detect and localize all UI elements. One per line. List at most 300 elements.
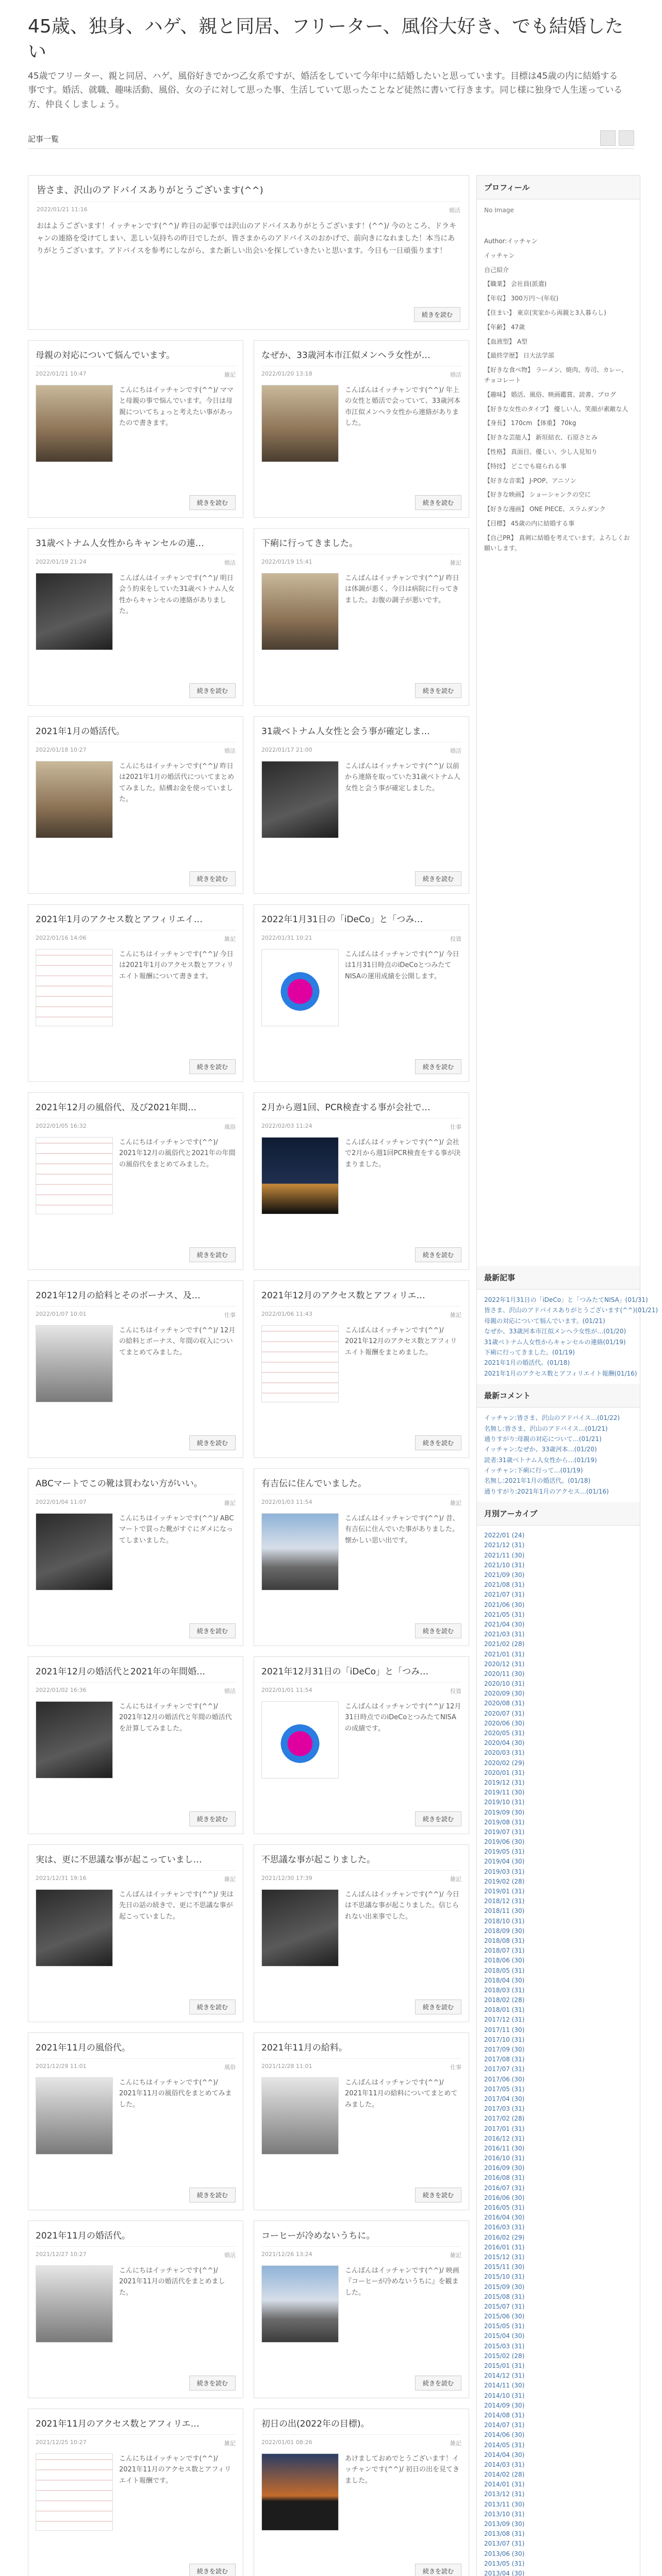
- post-title[interactable]: コーヒーが冷めないうちに。: [261, 2228, 461, 2247]
- post-category[interactable]: 雑記: [224, 1500, 236, 1506]
- archive-month-link[interactable]: 2014/05 (31): [484, 2441, 525, 2449]
- recent-post-link[interactable]: 2021年1月の婚活代。(01/18): [484, 1359, 570, 1367]
- profile-line: 【年齢】 47歳: [484, 323, 525, 331]
- post-meta: [36, 1687, 236, 1695]
- archive-month-link[interactable]: 2015/03 (31): [484, 2342, 525, 2350]
- main-content: [28, 175, 469, 2576]
- archive-month-link[interactable]: 2015/02 (28): [484, 2352, 525, 2360]
- post-card: [254, 716, 469, 894]
- post-thumbnail[interactable]: [261, 2265, 339, 2343]
- archive-month-link[interactable]: 2019/10 (31): [484, 1799, 525, 1806]
- archive-month-link[interactable]: 2013/09 (30): [484, 2520, 525, 2528]
- post-title[interactable]: 下痢に行ってきました。: [261, 536, 461, 554]
- archive-month-link[interactable]: 2020/11 (30): [484, 1670, 525, 1677]
- post-category[interactable]: 投資: [450, 1688, 461, 1694]
- menu-icon[interactable]: [600, 130, 616, 146]
- archive-month-link[interactable]: 2014/09 (30): [484, 2401, 525, 2409]
- post-excerpt: こんばんはイッチャンです(^^)/ 2021年11月の給料についてまとめてみました。: [345, 2079, 458, 2109]
- post-title[interactable]: 有吉伝に住んでいました。: [261, 1476, 461, 1495]
- post-title[interactable]: 2021年11月のアクセス数とアフィリエ…: [36, 2416, 236, 2435]
- archive-month-link[interactable]: 2016/04 (30): [484, 2214, 525, 2222]
- post-title[interactable]: 2021年12月の風俗代、及び2021年間…: [36, 1100, 236, 1118]
- post-thumbnail[interactable]: [36, 1137, 113, 1214]
- post-category[interactable]: 雑記: [224, 1876, 236, 1883]
- post-card: [28, 1844, 243, 2022]
- archive-month-link[interactable]: 2014/04 (30): [484, 2451, 525, 2459]
- read-more-button[interactable]: 続きを読む: [189, 1999, 236, 2014]
- post-category[interactable]: 婚活: [224, 1688, 236, 1694]
- recent-comment-link[interactable]: イッチャン:皆さま、沢山のアドバイス…(01/22): [484, 1414, 620, 1422]
- profile-body: [477, 199, 640, 1266]
- post-thumbnail[interactable]: [36, 949, 113, 1026]
- profile-line: 【血液型】 A型: [484, 337, 528, 345]
- archive-month-link[interactable]: 2014/08 (31): [484, 2411, 525, 2419]
- recent-comment-link[interactable]: イッチャン:なぜか、33歳河本…(01/20): [484, 1446, 597, 1453]
- archive-month-link[interactable]: 2017/05 (31): [484, 2085, 525, 2093]
- archive-month-link[interactable]: 2014/06 (30): [484, 2431, 525, 2439]
- post-title[interactable]: 2月から週1回、PCR検査する事が会社で…: [261, 1100, 461, 1118]
- recent-comment-link[interactable]: 名無し:皆さま、沢山のアドバイス…(01/21): [484, 1425, 608, 1432]
- post-thumbnail[interactable]: [261, 385, 339, 462]
- monthly-archive-heading: 月別アーカイブ: [477, 1502, 640, 1526]
- post-title[interactable]: なぜか、33歳河本市江似メンヘラ女性が…: [261, 348, 461, 366]
- archive-month-link[interactable]: 2015/11 (30): [484, 2263, 525, 2271]
- profile-line: 【目標】 45歳の内に結婚する事: [484, 519, 575, 527]
- archive-month-link[interactable]: 2018/10 (31): [484, 1917, 525, 1925]
- archive-month-link[interactable]: 2019/11 (30): [484, 1789, 525, 1797]
- archive-month-link[interactable]: 2021/08 (31): [484, 1581, 525, 1589]
- post-title[interactable]: 2021年11月の給料。: [261, 2040, 461, 2059]
- recent-post-link[interactable]: 2021年1月のアクセス数とアフィリエイト報酬(01/16): [484, 1369, 637, 1377]
- post-thumbnail[interactable]: [36, 2265, 113, 2343]
- profile-line: 【住まい】 東京(実家から両親と3人暮らし): [484, 309, 606, 316]
- post-thumbnail[interactable]: [36, 385, 113, 462]
- post-excerpt: こんばんはイッチャンです(^^)/ 2021年12月のアクセス数とアフィリエイト報酬をまとめました。: [345, 1327, 457, 1357]
- post-content: [36, 385, 236, 462]
- post-thumbnail[interactable]: [261, 761, 339, 838]
- archive-month-link[interactable]: 2016/08 (31): [484, 2174, 525, 2182]
- post-category[interactable]: 雑記: [450, 1876, 461, 1883]
- archive-month-link[interactable]: 2013/12 (31): [484, 2490, 525, 2498]
- post-thumbnail[interactable]: [261, 2453, 339, 2531]
- archive-month-link[interactable]: 2020/01 (31): [484, 1769, 525, 1776]
- post-card: [28, 1280, 243, 1458]
- archive-month-link[interactable]: 2021/05 (31): [484, 1611, 525, 1618]
- post-meta: [36, 1311, 236, 1319]
- archive-month-link[interactable]: 2013/04 (30): [484, 2569, 525, 2576]
- archive-month-link[interactable]: 2014/07 (31): [484, 2421, 525, 2429]
- archive-month-link[interactable]: 2016/07 (31): [484, 2184, 525, 2192]
- post-card: [254, 1844, 469, 2022]
- archive-month-link[interactable]: 2018/06 (30): [484, 1957, 525, 1964]
- archive-month-link[interactable]: 2017/01 (31): [484, 2125, 525, 2132]
- archive-month-link[interactable]: 2018/03 (31): [484, 1986, 525, 1994]
- read-more-button[interactable]: 続きを読む: [415, 495, 461, 510]
- post-title[interactable]: 2021年1月のアクセス数とアフィリエイ…: [36, 912, 236, 930]
- post-category[interactable]: 風俗: [224, 1124, 236, 1130]
- archive-month-link[interactable]: 2017/09 (30): [484, 2046, 525, 2053]
- archive-month-link[interactable]: 2016/02 (29): [484, 2233, 525, 2241]
- post-title[interactable]: 2021年12月のアクセス数とアフィリエ…: [261, 1288, 461, 1307]
- archive-month-link[interactable]: 2017/12 (31): [484, 2016, 525, 2024]
- archive-month-link[interactable]: 2015/01 (31): [484, 2362, 525, 2369]
- post-meta: [36, 2439, 236, 2447]
- post-title[interactable]: 2022年1月31日の「iDeCo」と「つみ…: [261, 912, 461, 930]
- archive-month-link[interactable]: 2015/09 (30): [484, 2283, 525, 2291]
- post-date: 2021/12/30 17:39: [261, 1875, 312, 1882]
- archive-month-link[interactable]: 2019/03 (31): [484, 1868, 525, 1875]
- post-title[interactable]: 不思議な事が起こりました。: [261, 1852, 461, 1871]
- archive-month-link[interactable]: 2016/03 (31): [484, 2224, 525, 2231]
- post-excerpt: こんばんはイッチャンです(^^)/ 昔、有吉伝に住んでいた事がありました。懐かしい思い出です。: [345, 1515, 459, 1545]
- site-title[interactable]: 45歳、独身、ハゲ、親と同居、フリーター、風俗大好き、でも結婚したい: [28, 16, 623, 62]
- post-content: [36, 2077, 236, 2155]
- archive-month-link[interactable]: 2018/04 (30): [484, 1976, 525, 1984]
- read-more-button[interactable]: 続きを読む: [189, 1435, 236, 1450]
- archive-month-link[interactable]: 2021/03 (31): [484, 1631, 525, 1638]
- post-thumbnail[interactable]: [261, 949, 339, 1026]
- archive-month-link[interactable]: 2019/05 (31): [484, 1848, 525, 1856]
- read-more-button[interactable]: 続きを読む: [189, 2188, 236, 2202]
- archive-month-link[interactable]: 2014/11 (30): [484, 2382, 525, 2389]
- recent-posts-list: [477, 1290, 658, 1384]
- post-thumbnail[interactable]: [36, 2077, 113, 2155]
- post-category[interactable]: 雑記: [450, 2440, 461, 2447]
- post-meta: [261, 2439, 461, 2447]
- recent-comment-link[interactable]: 通りすがり:2021年1月のアクセス…(01/16): [484, 1487, 609, 1495]
- post-title[interactable]: 2021年12月の給料とそのボーナス、及…: [36, 1288, 236, 1307]
- recent-post-link[interactable]: なぜか、33歳河本市江似メンヘラ女性が…(01/20): [484, 1328, 626, 1335]
- read-more-button[interactable]: 続きを読む: [415, 2376, 461, 2391]
- archive-month-link[interactable]: 2021/07 (31): [484, 1591, 525, 1599]
- post-card: [254, 2409, 469, 2576]
- profile-heading: プロフィール: [477, 176, 640, 199]
- post-card: [254, 528, 469, 706]
- featured-post-body: おはようございます！イッチャンです(^^)/ 昨日の記事では沢山のアドバイスありがとうございます！(^^)/ 今のところ、ドラキャンの連絡を受けてしまい、悲しい気持ちの昨日でしたが、皆さまからのアドバイスのおかげで、前向きになれました！本当にありがとうございます。アドバイスを参考にしながら、また新しい出会いを探していきたいと思います。今日も一日頑張ります！: [37, 222, 456, 255]
- archive-month-link[interactable]: 2018/11 (30): [484, 1907, 525, 1915]
- archive-month-link[interactable]: 2021/12 (31): [484, 1541, 525, 1549]
- post-content: [36, 761, 236, 838]
- archive-month-link[interactable]: 2018/07 (31): [484, 1947, 525, 1955]
- read-more-button[interactable]: 続きを読む: [415, 2188, 461, 2202]
- post-meta: [36, 370, 236, 379]
- read-more-button[interactable]: 続きを読む: [415, 1623, 461, 1638]
- read-more-button[interactable]: 続きを読む: [415, 2564, 461, 2576]
- post-meta: [36, 1875, 236, 1883]
- archive-month-link[interactable]: 2014/02 (28): [484, 2471, 525, 2479]
- read-more-button[interactable]: 続きを読む: [189, 495, 236, 510]
- post-excerpt: こんばんはイッチャンです(^^)/ 実は先日の話の続きで、更に不思議な事が起こっていました。: [119, 1891, 234, 1921]
- archive-month-link[interactable]: 2021/10 (31): [484, 1561, 525, 1569]
- archive-month-link[interactable]: 2015/10 (31): [484, 2273, 525, 2281]
- post-excerpt: こんばんはイッチャンです(^^)/ 以前から連絡を取っていた31歳ベトナム人女性と会う事が確定しました。: [345, 762, 460, 792]
- read-more-button[interactable]: 続きを読む: [415, 1811, 461, 1826]
- archive-month-link[interactable]: 2014/01 (31): [484, 2481, 525, 2488]
- archive-month-link[interactable]: 2020/06 (30): [484, 1719, 525, 1727]
- archive-month-link[interactable]: 2018/12 (31): [484, 1897, 525, 1905]
- read-more-button[interactable]: 続きを読む: [189, 871, 236, 886]
- archive-month-link[interactable]: 2018/08 (31): [484, 1937, 525, 1944]
- recent-comment-link[interactable]: 通りすがり:母親の対応について…(01/21): [484, 1435, 602, 1443]
- post-date: 2022/01/18 10:27: [36, 747, 87, 753]
- archive-month-link[interactable]: 2019/01 (31): [484, 1888, 525, 1895]
- featured-post-category[interactable]: 婚活: [449, 207, 460, 214]
- post-thumbnail[interactable]: [36, 1513, 113, 1590]
- archive-month-link[interactable]: 2018/01 (31): [484, 2006, 525, 2014]
- post-excerpt: こんばんはイッチャンです(^^)/ 明日会う約束をしていた31歳ベトナム人女性からキャンセルの連絡がありました。: [119, 574, 235, 616]
- archive-month-link[interactable]: 2015/07 (31): [484, 2302, 525, 2310]
- archive-month-link[interactable]: 2017/08 (31): [484, 2056, 525, 2063]
- post-date: 2021/12/26 13:24: [261, 2251, 312, 2258]
- post-excerpt: こんばんはイッチャンです(^^)/ 12月31日時点でのiDeCoとつみたてNISAの成績です。: [345, 1703, 461, 1733]
- post-meta: [36, 2251, 236, 2259]
- post-thumbnail[interactable]: [261, 1137, 339, 1214]
- featured-post-title[interactable]: 皆さま、沢山のアドバイスありがとうございます(^^): [37, 183, 460, 202]
- post-content: [36, 1325, 236, 1402]
- archive-month-link[interactable]: 2017/11 (30): [484, 2026, 525, 2033]
- post-thumbnail[interactable]: [261, 1889, 339, 1967]
- post-title[interactable]: 31歳ベトナム人女性からキャンセルの連…: [36, 536, 236, 554]
- post-thumbnail[interactable]: [261, 2077, 339, 2155]
- archive-month-link[interactable]: 2016/10 (31): [484, 2155, 525, 2162]
- archive-month-link[interactable]: 2020/02 (29): [484, 1759, 525, 1767]
- archive-month-link[interactable]: 2022/01 (24): [484, 1532, 525, 1539]
- read-more-button[interactable]: 続きを読む: [189, 1623, 236, 1638]
- post-excerpt: あけましておめでとうございます！イッチャンです(^^)/ 初日の出を見てきました。: [345, 2455, 460, 2485]
- archive-month-link[interactable]: 2019/04 (30): [484, 1858, 525, 1866]
- archive-month-link[interactable]: 2013/06 (30): [484, 2550, 525, 2557]
- post-date: 2022/01/31 10:21: [261, 935, 312, 941]
- recent-comment-link[interactable]: 読者:31歳ベトナム人女性から…(01/19): [484, 1456, 597, 1464]
- recent-comments-list: [477, 1408, 640, 1502]
- header-nav: [28, 128, 634, 149]
- archive-month-link[interactable]: 2020/04 (30): [484, 1739, 525, 1747]
- recent-post-link[interactable]: 母親の対応について悩んでいます。(01/21): [484, 1317, 605, 1325]
- archive-month-link[interactable]: 2016/05 (31): [484, 2204, 525, 2211]
- archive-month-link[interactable]: 2020/08 (31): [484, 1700, 525, 1707]
- post-excerpt: こんにちはイッチャンです(^^)/ 2021年12月の風俗代と2021年の年間の風俗代をまとめてみました。: [119, 1139, 236, 1168]
- post-date: 2022/01/03 11:54: [261, 1499, 312, 1505]
- profile-line: 【自己PR】 真剣に結婚を考えています。よろしくお願いします。: [484, 534, 630, 552]
- recent-post-link[interactable]: 2022年1月31日の「iDeCo」と「つみたてNISA」(01/31): [484, 1296, 648, 1303]
- read-more-button[interactable]: 続きを読む: [189, 683, 236, 698]
- archive-month-link[interactable]: 2015/08 (31): [484, 2293, 525, 2300]
- recent-comment-link[interactable]: イッチャン:下痢に行って…(01/19): [484, 1467, 583, 1475]
- post-category[interactable]: 仕事: [450, 1124, 461, 1130]
- archive-month-link[interactable]: 2018/09 (30): [484, 1927, 525, 1935]
- post-category[interactable]: 雑記: [224, 936, 236, 942]
- archive-month-link[interactable]: 2019/07 (31): [484, 1828, 525, 1836]
- profile-line: 【特技】 どこでも寝られる事: [484, 462, 567, 470]
- profile-line: 【好きな食べ物】 ラーメン、焼肉、寿司、カレー、チョコレート: [484, 366, 627, 384]
- archive-month-link[interactable]: 2014/12 (31): [484, 2372, 525, 2380]
- post-date: 2021/12/28 11:01: [261, 2063, 312, 2070]
- read-more-button[interactable]: 続きを読む: [415, 1435, 461, 1450]
- archive-month-link[interactable]: 2017/03 (31): [484, 2105, 525, 2113]
- archive-month-link[interactable]: 2020/09 (30): [484, 1690, 525, 1698]
- post-category[interactable]: 仕事: [450, 2064, 461, 2071]
- post-meta: [36, 1123, 236, 1131]
- post-excerpt: こんにちはイッチャンです(^^)/ ABCマートで買った靴がすぐにダメになってしまいました。: [119, 1515, 234, 1545]
- archive-month-link[interactable]: 2021/09 (30): [484, 1571, 525, 1579]
- post-category[interactable]: 雑記: [450, 1500, 461, 1506]
- archive-month-link[interactable]: 2020/10 (31): [484, 1680, 525, 1688]
- archive-month-link[interactable]: 2017/02 (28): [484, 2115, 525, 2123]
- post-title[interactable]: 2021年11月の風俗代。: [36, 2040, 236, 2059]
- post-title[interactable]: ABCマートでこの靴は買わない方がいい。: [36, 1476, 236, 1495]
- archive-month-link[interactable]: 2016/06 (30): [484, 2194, 525, 2201]
- post-thumbnail[interactable]: [261, 573, 339, 650]
- post-meta: [261, 935, 461, 943]
- archive-month-link[interactable]: 2013/10 (31): [484, 2510, 525, 2518]
- archive-month-link[interactable]: 2017/10 (31): [484, 2036, 525, 2043]
- post-category[interactable]: 雑記: [450, 1312, 461, 1318]
- post-category[interactable]: 雑記: [450, 560, 461, 566]
- archive-month-link[interactable]: 2015/04 (30): [484, 2332, 525, 2340]
- archive-month-link[interactable]: 2019/09 (30): [484, 1808, 525, 1816]
- archive-month-link[interactable]: 2016/11 (30): [484, 2144, 525, 2152]
- post-thumbnail[interactable]: [36, 1325, 113, 1402]
- archive-month-link[interactable]: 2014/03 (31): [484, 2461, 525, 2468]
- post-content: [261, 573, 461, 650]
- archive-month-link[interactable]: 2014/10 (31): [484, 2392, 525, 2399]
- profile-avatar: No Image: [484, 207, 514, 214]
- post-card: [28, 1468, 243, 1646]
- post-category[interactable]: 雑記: [450, 2252, 461, 2259]
- archive-month-link[interactable]: 2017/07 (31): [484, 2065, 525, 2073]
- post-excerpt: こんにちはイッチャンです(^^)/ 2021年12月の婚活代と年間の婚活代を計算してみました。: [119, 1703, 232, 1733]
- post-card: [254, 340, 469, 518]
- read-more-button[interactable]: 続きを読む: [415, 871, 461, 886]
- post-thumbnail[interactable]: [261, 1701, 339, 1778]
- post-date: 2022/02/03 11:24: [261, 1123, 312, 1129]
- archive-month-link[interactable]: 2018/02 (28): [484, 1996, 525, 2004]
- read-more-button[interactable]: 続きを読む: [414, 307, 460, 322]
- post-category[interactable]: 婚活: [224, 2252, 236, 2259]
- post-title[interactable]: 母親の対応について悩んでいます。: [36, 348, 236, 366]
- post-thumbnail[interactable]: [36, 573, 113, 650]
- post-date: 2022/01/04 11:07: [36, 1499, 87, 1505]
- post-title[interactable]: 2021年11月の婚活代。: [36, 2228, 236, 2247]
- read-more-button[interactable]: 続きを読む: [189, 1247, 236, 1262]
- post-category[interactable]: 婚活: [450, 371, 461, 378]
- archive-month-link[interactable]: 2016/01 (31): [484, 2243, 525, 2251]
- archive-month-link[interactable]: 2019/06 (30): [484, 1838, 525, 1846]
- recent-comment-link[interactable]: 名無し:2021年1月の婚活代。(01/18): [484, 1477, 591, 1485]
- archive-month-link[interactable]: 2015/06 (30): [484, 2313, 525, 2320]
- post-category[interactable]: 投資: [450, 936, 461, 942]
- read-more-button[interactable]: 続きを読む: [415, 1999, 461, 2014]
- recent-comments-heading: 最新コメント: [477, 1384, 640, 1408]
- archive-month-link[interactable]: 2015/12 (31): [484, 2253, 525, 2261]
- archive-month-link[interactable]: 2020/12 (31): [484, 1660, 525, 1668]
- post-meta: [36, 558, 236, 567]
- read-more-button[interactable]: 続きを読む: [415, 683, 461, 698]
- post-category[interactable]: 雑記: [224, 2440, 236, 2447]
- archive-month-link[interactable]: 2018/05 (31): [484, 1967, 525, 1974]
- post-category[interactable]: 雑記: [224, 371, 236, 378]
- archive-month-link[interactable]: 2016/12 (31): [484, 2134, 525, 2142]
- read-more-button[interactable]: 続きを読む: [189, 2376, 236, 2391]
- post-thumbnail[interactable]: [36, 761, 113, 838]
- post-meta: [261, 558, 461, 567]
- post-title[interactable]: 実は、更に不思議な事が起こっていまし…: [36, 1852, 236, 1871]
- post-title[interactable]: 初日の出(2022年の目標)。: [261, 2416, 461, 2435]
- post-category[interactable]: 婚活: [224, 560, 236, 566]
- post-card: [254, 904, 469, 1082]
- post-thumbnail[interactable]: [36, 1701, 113, 1778]
- archive-month-link[interactable]: 2017/06 (30): [484, 2075, 525, 2083]
- post-category[interactable]: 婚活: [450, 748, 461, 754]
- archive-month-link[interactable]: 2021/11 (30): [484, 1551, 525, 1559]
- post-content: [36, 1137, 236, 1214]
- recent-post-link[interactable]: 下痢に行ってきました。(01/19): [484, 1348, 575, 1356]
- post-grid: [28, 340, 469, 2576]
- profile-line: 【最終学歴】 日大法学部: [484, 352, 554, 360]
- read-more-button[interactable]: 続きを読む: [189, 1811, 236, 1826]
- post-title[interactable]: 31歳ベトナム人女性と会う事が確定しま…: [261, 724, 461, 742]
- post-content: [261, 1137, 461, 1214]
- post-category[interactable]: 仕事: [224, 1312, 236, 1318]
- archive-month-link[interactable]: 2019/02 (28): [484, 1877, 525, 1885]
- site-header: [0, 0, 662, 144]
- post-title[interactable]: 2021年12月の婚活代と2021年の年間婚…: [36, 1664, 236, 1683]
- rss-icon[interactable]: [619, 130, 634, 146]
- archive-month-link[interactable]: 2021/04 (30): [484, 1620, 525, 1628]
- post-category[interactable]: 風俗: [224, 2064, 236, 2071]
- archive-month-link[interactable]: 2013/11 (30): [484, 2500, 525, 2508]
- post-card: [28, 1092, 243, 1270]
- archive-list-link[interactable]: 記事一覧: [28, 134, 59, 144]
- post-date: 2022/01/20 13:18: [261, 370, 312, 377]
- archive-month-link[interactable]: 2019/08 (31): [484, 1818, 525, 1826]
- archive-month-link[interactable]: 2021/01 (31): [484, 1650, 525, 1658]
- post-thumbnail[interactable]: [261, 1513, 339, 1590]
- read-more-button[interactable]: 続きを読む: [189, 1059, 236, 1074]
- post-meta: [261, 1311, 461, 1319]
- archive-month-link[interactable]: 2016/09 (30): [484, 2164, 525, 2172]
- archive-month-link[interactable]: 2021/06 (30): [484, 1601, 525, 1608]
- archive-month-link[interactable]: 2020/07 (31): [484, 1709, 525, 1717]
- recent-post-link[interactable]: 31歳ベトナム人女性からキャンセルの連絡(01/19): [484, 1338, 626, 1346]
- post-content: [261, 1325, 461, 1402]
- post-thumbnail[interactable]: [261, 1325, 339, 1402]
- read-more-button[interactable]: 続きを読む: [415, 1247, 461, 1262]
- archive-month-link[interactable]: 2013/07 (31): [484, 2540, 525, 2548]
- archive-month-link[interactable]: 2017/04 (30): [484, 2095, 525, 2103]
- post-thumbnail[interactable]: [36, 1889, 113, 1967]
- recent-post-link[interactable]: 皆さま、沢山のアドバイスありがとうございます(^^)(01/21): [484, 1307, 658, 1314]
- post-thumbnail[interactable]: [36, 2453, 113, 2531]
- archive-month-link[interactable]: 2015/05 (31): [484, 2323, 525, 2330]
- post-category[interactable]: 婚活: [224, 748, 236, 754]
- archive-month-link[interactable]: 2021/02 (28): [484, 1640, 525, 1648]
- read-more-button[interactable]: 続きを読む: [189, 2564, 236, 2576]
- archive-month-link[interactable]: 2013/08 (31): [484, 2530, 525, 2538]
- archive-month-link[interactable]: 2019/12 (31): [484, 1778, 525, 1786]
- post-title[interactable]: 2021年1月の婚活代。: [36, 724, 236, 742]
- archive-month-link[interactable]: 2013/05 (31): [484, 2560, 525, 2567]
- post-date: 2022/01/19 15:41: [261, 558, 312, 565]
- post-title[interactable]: 2021年12月31日の「iDeCo」と「つみ…: [261, 1664, 461, 1683]
- archive-month-link[interactable]: 2020/03 (31): [484, 1749, 525, 1757]
- post-meta: [261, 1123, 461, 1131]
- archive-month-link[interactable]: 2020/05 (31): [484, 1730, 525, 1737]
- post-card: [28, 528, 243, 706]
- read-more-button[interactable]: 続きを読む: [415, 1059, 461, 1074]
- header-icons: [600, 130, 634, 146]
- post-excerpt: こんばんはイッチャンです(^^)/ 映画『コーヒーが冷めないうちに』を観ました。: [345, 2267, 459, 2297]
